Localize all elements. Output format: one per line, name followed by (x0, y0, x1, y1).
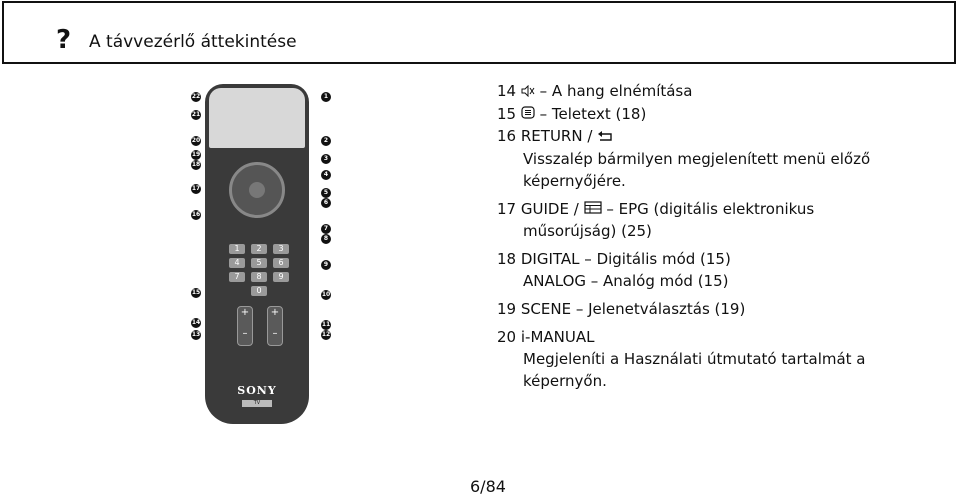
callout-22: 22 (191, 93, 201, 100)
list-item (497, 103, 947, 126)
item-description: Megjeleníti a Használati útmutató tartalmát a (523, 350, 866, 368)
callout-21: 21 (191, 111, 201, 118)
teletext-icon (521, 103, 535, 125)
return-icon (597, 126, 613, 148)
callout-12: 12 (321, 331, 331, 338)
number-key-5: 5 (251, 258, 267, 268)
number-key-2: 2 (251, 244, 267, 254)
callout-10: 10 (321, 291, 331, 298)
item-text: – A hang elnémítása (539, 82, 693, 100)
item-description: képernyőn. (523, 372, 607, 390)
item-label: DIGITAL (520, 250, 580, 268)
list-item (497, 198, 947, 221)
item-label: RETURN / (520, 127, 593, 145)
item-description: műsorújság) (25) (523, 222, 652, 240)
item-label: GUIDE / (520, 199, 579, 218)
list-item (497, 298, 947, 320)
callout-13: 13 (191, 331, 201, 338)
page-header (2, 1, 956, 64)
callout-9: 9 (321, 260, 331, 270)
dpad-center (249, 182, 265, 198)
callout-1: 1 (321, 92, 331, 102)
item-text: – Digitális mód (15) (584, 250, 731, 268)
item-text: – EPG (digitális elektronikus (606, 199, 815, 218)
number-key-3: 3 (273, 244, 289, 254)
callout-15: 15 (191, 289, 201, 296)
callout-4: 4 (321, 170, 331, 180)
callout-19: 19 (191, 151, 201, 158)
callout-14: 14 (191, 319, 201, 326)
callout-2: 2 (321, 136, 331, 146)
number-key-1: 1 (229, 244, 245, 254)
callout-3: 3 (321, 154, 331, 164)
question-mark-icon: ? (56, 25, 72, 55)
number-key-6: 6 (273, 258, 289, 268)
volume-rocker: + – (237, 306, 253, 346)
mute-icon (521, 81, 535, 103)
list-item (497, 248, 947, 270)
callout-8: 8 (321, 234, 331, 244)
brand-logo: SONY (237, 384, 277, 397)
callout-17: 17 (191, 185, 201, 192)
item-number: 20 (497, 328, 517, 346)
callout-6: 6 (321, 198, 331, 208)
callout-11: 11 (321, 321, 331, 328)
item-description: képernyőjére. (523, 171, 626, 190)
callout-7: 7 (321, 224, 331, 234)
page-title: A távvezérlő áttekintése (89, 32, 297, 52)
item-description: Visszalép bármilyen megjelenített menü előző (523, 149, 871, 168)
item-number: 14 (497, 82, 517, 100)
item-label: i-MANUAL (520, 328, 595, 346)
item-label: SCENE (520, 300, 572, 318)
item-list (497, 80, 947, 392)
tv-label: TV (242, 400, 272, 407)
number-key-4: 4 (229, 258, 245, 268)
program-rocker: + – (267, 306, 283, 346)
number-key-8: 8 (251, 272, 267, 282)
item-number: 15 (497, 104, 517, 123)
item-number: 16 (497, 127, 517, 145)
guide-icon (584, 198, 602, 220)
item-description: ANALOG – Analóg mód (15) (523, 272, 729, 290)
callout-5: 5 (321, 188, 331, 198)
item-number: 17 (497, 199, 517, 218)
callout-20: 20 (191, 137, 201, 144)
remote-control-figure (187, 80, 342, 425)
item-text: – Teletext (18) (539, 104, 647, 123)
list-item (497, 326, 947, 348)
callout-18: 18 (191, 161, 201, 168)
list-item (497, 125, 947, 148)
item-number: 19 (497, 300, 517, 318)
remote-top-panel (209, 88, 305, 148)
number-key-7: 7 (229, 272, 245, 282)
number-key-9: 9 (273, 272, 289, 282)
number-key-0: 0 (251, 286, 267, 296)
item-number: 18 (497, 250, 517, 268)
callout-16: 16 (191, 211, 201, 218)
list-item (497, 80, 947, 103)
item-text: – Jelenetválasztás (19) (575, 300, 746, 318)
page-number: 6/84 (470, 477, 506, 496)
dpad (229, 162, 285, 218)
